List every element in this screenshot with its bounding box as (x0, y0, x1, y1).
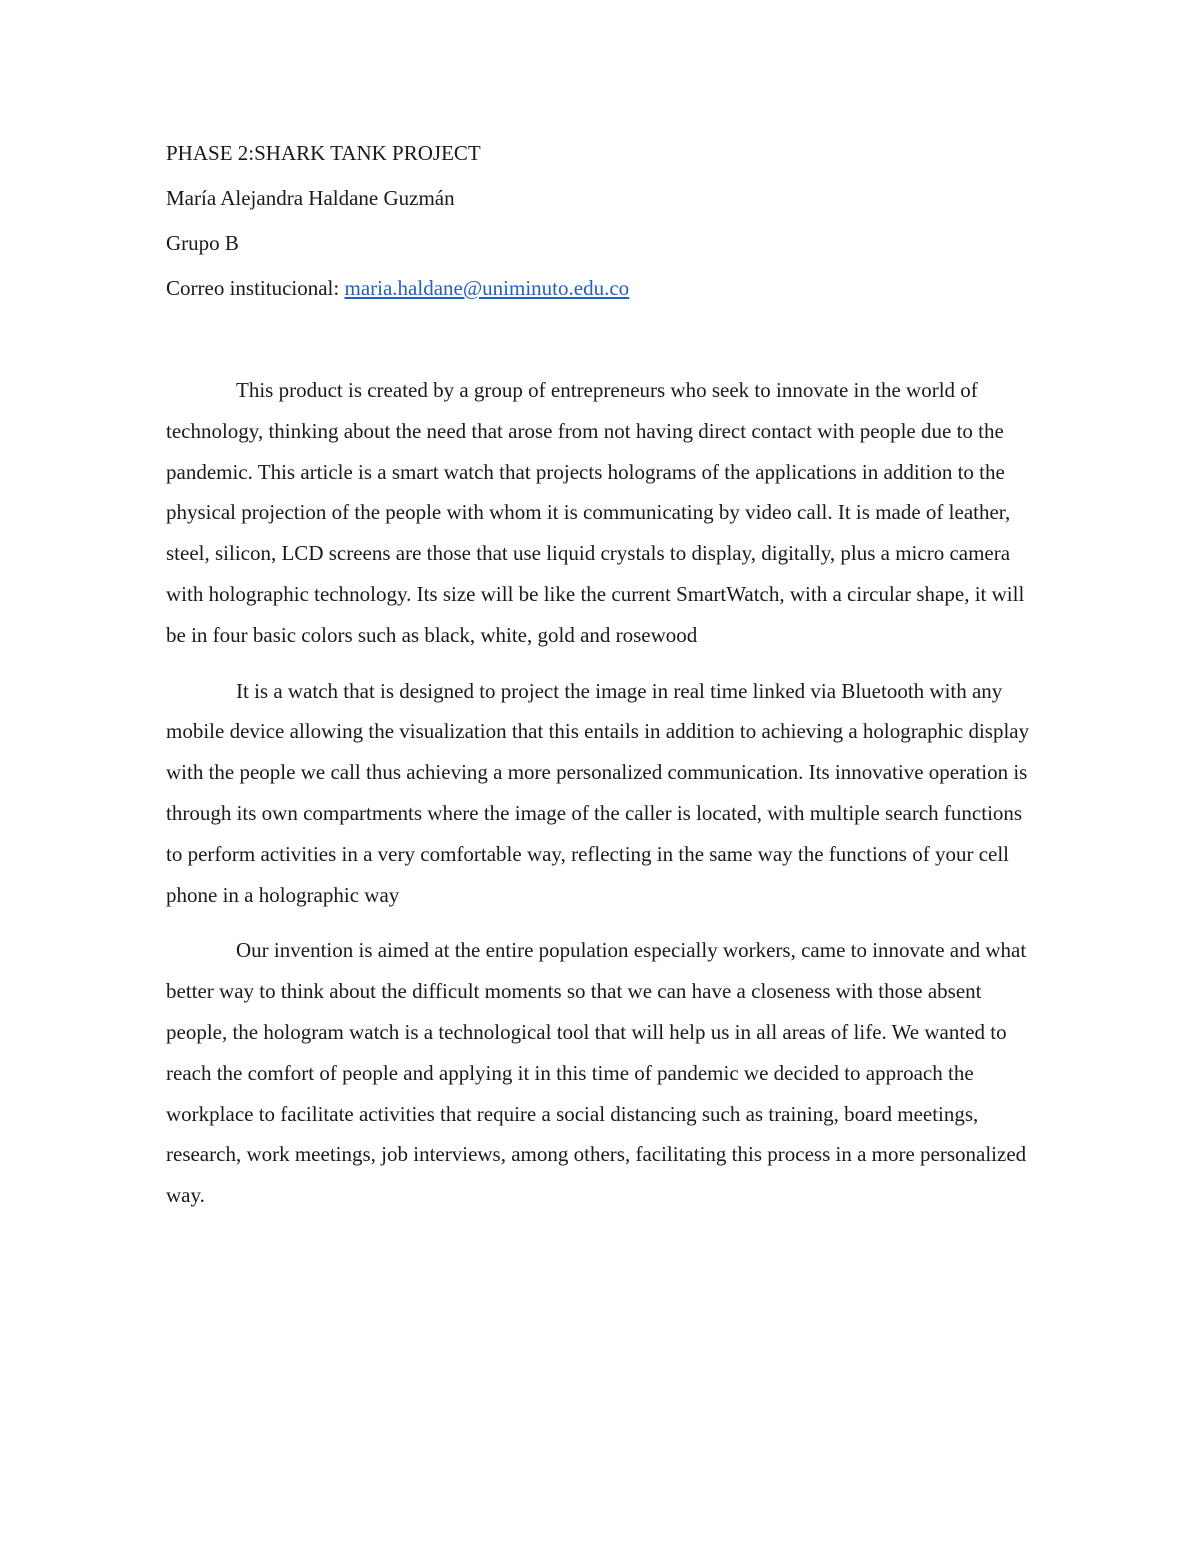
document-title: PHASE 2:SHARK TANK PROJECT (166, 141, 481, 165)
author-name: María Alejandra Haldane Guzmán (166, 186, 455, 210)
group-label: Grupo B (166, 231, 239, 255)
document-header (166, 138, 1046, 318)
paragraph-watch-operation: It is a watch that is designed to project the image in real time linked via Bluetooth with any mobile device allowing the visualization that this entails in addition to achieving a holographic display with the people we call thus achieving a more personalized communication. Its innovative operation is through its own compartments where the image of the caller is located, with multiple search functions to perform activities in a very comfortable way, reflecting in the same way the functions of your cell phone in a holographic way (166, 678, 1030, 907)
email-link[interactable]: maria.haldane@uniminuto.edu.co (344, 276, 630, 300)
email-line (166, 273, 1046, 318)
paragraph-target-audience: Our invention is aimed at the entire population especially workers, came to innovate and what better way to think about the difficult moments so that we can have a closeness with those absent people, the hologram watch is a technological tool that will help us in all areas of life. We wanted to reach the comfort of people and applying it in this time of pandemic we decided to approach the workplace to facilitate activities that require a social distancing such as training, board meetings, research, work meetings, job interviews, among others, facilitating this process in a more personalized way. (166, 938, 1027, 1208)
document-body (166, 370, 1036, 1231)
paragraph-product-description: This product is created by a group of entrepreneurs who seek to innovate in the world of technology, thinking about the need that arose from not having direct contact with people due to the pandemic. This article is a smart watch that projects holograms of the applications in addition to the physical projection of the people with whom it is communicating by video call. It is made of leather, steel, silicon, LCD screens are those that use liquid crystals to display, digitally, plus a micro camera with holographic technology. Its size will be like the current SmartWatch, with a circular shape, it will be in four basic colors such as black, white, gold and rosewood (166, 378, 1025, 647)
email-label: Correo institucional: (166, 276, 345, 300)
